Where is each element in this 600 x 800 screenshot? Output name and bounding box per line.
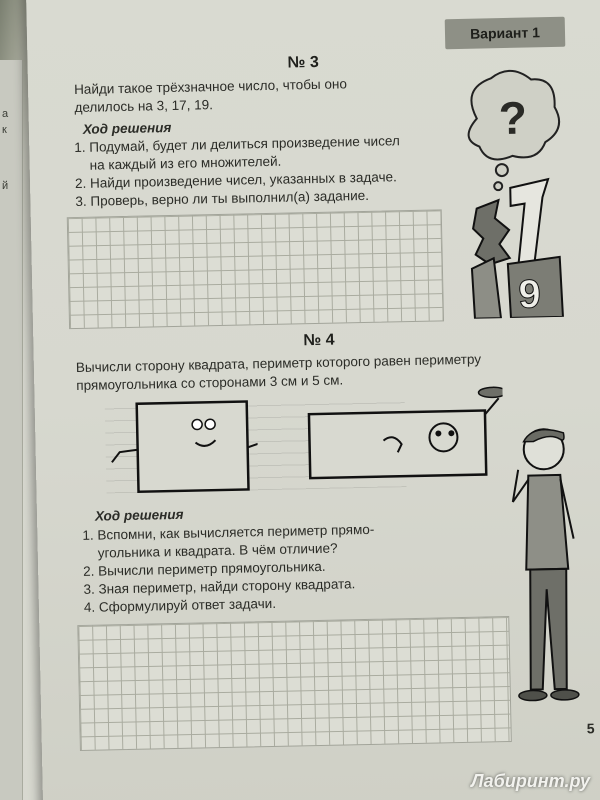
step-text: Зная периметр, найди сторону квадрата. bbox=[98, 576, 356, 597]
task-3-solution-heading: Ход решения bbox=[82, 119, 172, 137]
task-4-number: № 4 bbox=[303, 331, 335, 350]
page-number: 5 bbox=[586, 720, 595, 737]
variant-badge: Вариант 1 bbox=[445, 17, 566, 50]
task-3-statement bbox=[74, 73, 455, 117]
task-4-answer-grid[interactable] bbox=[77, 616, 512, 751]
labirint-watermark: Лабиринт.ру bbox=[471, 771, 590, 791]
thinking-numbers-illustration bbox=[456, 67, 571, 319]
task-3-steps bbox=[71, 131, 472, 211]
svg-text:?: ? bbox=[498, 91, 528, 145]
rectangle-character bbox=[302, 380, 504, 484]
workbook-page bbox=[26, 0, 600, 800]
edge-text-3: й bbox=[2, 180, 9, 192]
task-4-steps bbox=[79, 518, 521, 617]
step-text: Найди произведение чисел, указанных в задаче. bbox=[89, 169, 397, 191]
boy-illustration bbox=[493, 418, 599, 720]
step-text: угольника и квадрата. В чём отличие? bbox=[97, 540, 338, 561]
svg-text:9: 9 bbox=[518, 272, 542, 317]
task-3-line-1: Найди такое трёхзначное число, чтобы оно bbox=[73, 76, 348, 98]
task-3-answer-grid[interactable] bbox=[67, 209, 444, 329]
step-text: Проверь, верно ли ты выполнил(а) задание. bbox=[90, 187, 370, 209]
task-4-solution-heading: Ход решения bbox=[94, 506, 184, 524]
task-3-number: № 3 bbox=[287, 53, 319, 72]
task-3-line-2: делилось на 3, 17, 19. bbox=[74, 97, 214, 116]
task-4-line-2: прямоугольника со сторонами 3 см и 5 см. bbox=[76, 372, 344, 394]
edge-text-2: к bbox=[2, 124, 7, 136]
step-text: на каждый из его множителей. bbox=[89, 153, 282, 173]
step-text: Сформулируй ответ задачи. bbox=[98, 595, 277, 615]
task-4-line-1: Вычисли сторону квадрата, периметр которого равен периметру bbox=[75, 351, 482, 376]
square-character bbox=[107, 397, 259, 500]
step-text: Вычисли периметр прямоугольника. bbox=[98, 558, 326, 579]
previous-page-edge bbox=[0, 60, 23, 800]
step-text: Вспомни, как вычисляется периметр прямо- bbox=[97, 521, 375, 543]
edge-text-1: а bbox=[2, 108, 9, 120]
step-text: Подумай, будет ли делиться произведение чисел bbox=[89, 133, 400, 155]
